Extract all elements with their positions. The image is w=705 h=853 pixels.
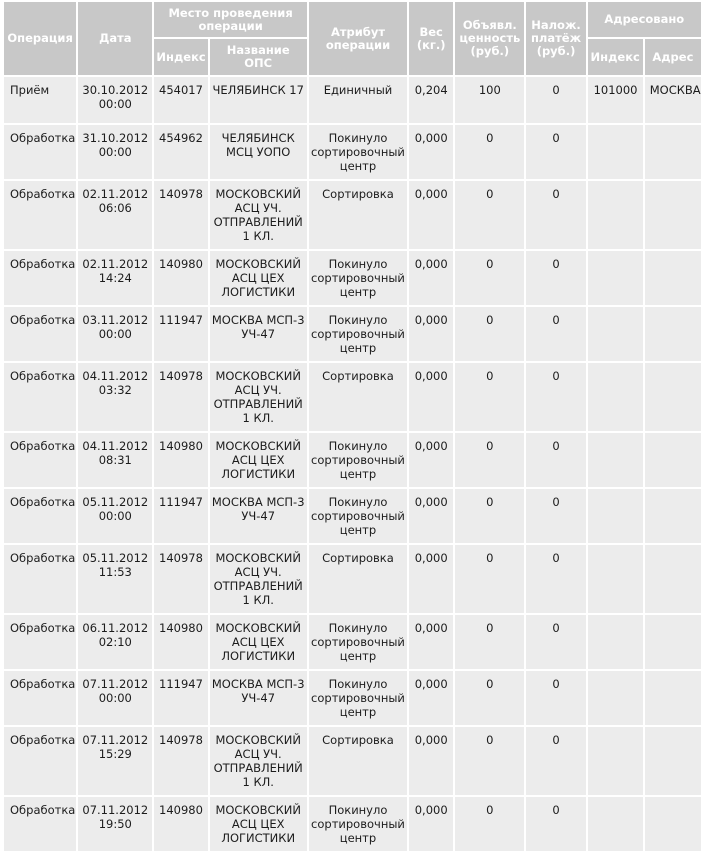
cell-date-time: 03:32 xyxy=(98,383,132,397)
cell-to-address xyxy=(645,433,701,487)
cell-to-index xyxy=(588,727,643,795)
cell-date xyxy=(78,77,152,123)
table-header xyxy=(4,2,701,75)
cell-attribute: Покинуло сортировочный центр xyxy=(309,797,407,851)
cell-to-address xyxy=(645,363,701,431)
cell-date-day: 07.11.2012 xyxy=(82,803,149,817)
cell-ops-name: МОСКВА МСП-3 УЧ-47 xyxy=(210,489,307,543)
cell-date xyxy=(78,615,152,669)
cell-index: 454017 xyxy=(154,77,207,123)
table-row xyxy=(4,671,701,725)
cell-operation: Обработка xyxy=(4,251,76,305)
cell-operation: Обработка xyxy=(4,671,76,725)
cell-declared-value: 0 xyxy=(455,363,524,431)
cell-to-index xyxy=(588,181,643,249)
cell-to-address xyxy=(645,545,701,613)
cell-ops-name: ЧЕЛЯБИНСК 17 xyxy=(210,77,307,123)
cell-declared-value: 0 xyxy=(455,615,524,669)
cell-date-day: 02.11.2012 xyxy=(82,257,149,271)
cell-index: 140980 xyxy=(154,797,207,851)
cell-to-index xyxy=(588,433,643,487)
cell-operation: Обработка xyxy=(4,363,76,431)
col-header-index: Индекс xyxy=(154,39,207,75)
cell-weight: 0,000 xyxy=(409,363,453,431)
col-header-date: Дата xyxy=(78,2,152,75)
cell-attribute: Сортировка xyxy=(309,545,407,613)
cell-declared-value: 0 xyxy=(455,251,524,305)
cell-to-index xyxy=(588,797,643,851)
table-body xyxy=(4,77,701,851)
table-row xyxy=(4,545,701,613)
cell-operation: Приём xyxy=(4,77,76,123)
table-row xyxy=(4,489,701,543)
cell-to-address xyxy=(645,125,701,179)
table-row xyxy=(4,77,701,123)
cell-date-time: 08:31 xyxy=(98,453,132,467)
cell-date-time: 00:00 xyxy=(98,691,132,705)
cell-weight: 0,000 xyxy=(409,489,453,543)
cell-index: 140978 xyxy=(154,363,207,431)
cell-date xyxy=(78,363,152,431)
col-header-declared-value: Объявл. ценность (руб.) xyxy=(455,2,524,75)
cell-declared-value: 0 xyxy=(455,489,524,543)
cell-date-time: 06:06 xyxy=(98,201,132,215)
cell-declared-value: 0 xyxy=(455,125,524,179)
cell-date-time: 19:50 xyxy=(98,817,132,831)
cell-attribute: Сортировка xyxy=(309,363,407,431)
cell-to-address xyxy=(645,671,701,725)
cell-date-time: 02:10 xyxy=(98,635,132,649)
cell-date-time: 00:00 xyxy=(98,97,132,111)
cell-index: 140980 xyxy=(154,433,207,487)
cell-date xyxy=(78,181,152,249)
table-row xyxy=(4,727,701,795)
tracking-table xyxy=(2,0,703,853)
cell-weight: 0,000 xyxy=(409,125,453,179)
cell-attribute: Сортировка xyxy=(309,727,407,795)
cell-weight: 0,000 xyxy=(409,797,453,851)
cell-weight: 0,204 xyxy=(409,77,453,123)
cell-date-day: 04.11.2012 xyxy=(82,439,149,453)
cell-ops-name: МОСКОВСКИЙ АСЦ ЦЕХ ЛОГИСТИКИ xyxy=(210,797,307,851)
cell-date xyxy=(78,251,152,305)
cell-index: 111947 xyxy=(154,671,207,725)
cell-cod: 0 xyxy=(526,489,585,543)
cell-date-time: 11:53 xyxy=(98,565,132,579)
cell-operation: Обработка xyxy=(4,797,76,851)
col-header-to-index: Индекс xyxy=(588,39,643,75)
cell-cod: 0 xyxy=(526,77,585,123)
cell-operation: Обработка xyxy=(4,615,76,669)
cell-weight: 0,000 xyxy=(409,545,453,613)
col-header-attribute: Атрибут операции xyxy=(309,2,407,75)
cell-ops-name: МОСКОВСКИЙ АСЦ УЧ. ОТПРАВЛЕНИЙ 1 КЛ. xyxy=(210,363,307,431)
cell-date xyxy=(78,489,152,543)
cell-index: 140978 xyxy=(154,181,207,249)
cell-date-time: 00:00 xyxy=(98,509,132,523)
cell-cod: 0 xyxy=(526,363,585,431)
cell-date-day: 31.10.2012 xyxy=(82,131,149,145)
cell-ops-name: МОСКОВСКИЙ АСЦ УЧ. ОТПРАВЛЕНИЙ 1 КЛ. xyxy=(210,545,307,613)
cell-to-address xyxy=(645,251,701,305)
table-row xyxy=(4,615,701,669)
col-header-operation: Операция xyxy=(4,2,76,75)
cell-attribute: Покинуло сортировочный центр xyxy=(309,307,407,361)
cell-date-day: 03.11.2012 xyxy=(82,313,149,327)
cell-cod: 0 xyxy=(526,545,585,613)
cell-declared-value: 0 xyxy=(455,545,524,613)
cell-date xyxy=(78,307,152,361)
cell-to-address xyxy=(645,797,701,851)
cell-index: 111947 xyxy=(154,307,207,361)
cell-weight: 0,000 xyxy=(409,181,453,249)
cell-cod: 0 xyxy=(526,251,585,305)
cell-to-address xyxy=(645,615,701,669)
table-row xyxy=(4,307,701,361)
cell-weight: 0,000 xyxy=(409,251,453,305)
cell-operation: Обработка xyxy=(4,433,76,487)
cell-operation: Обработка xyxy=(4,727,76,795)
cell-attribute: Покинуло сортировочный центр xyxy=(309,671,407,725)
cell-weight: 0,000 xyxy=(409,615,453,669)
cell-cod: 0 xyxy=(526,671,585,725)
cell-declared-value: 100 xyxy=(455,77,524,123)
table-row xyxy=(4,251,701,305)
cell-attribute: Покинуло сортировочный центр xyxy=(309,433,407,487)
table-row xyxy=(4,181,701,249)
cell-index: 140980 xyxy=(154,615,207,669)
cell-index: 140980 xyxy=(154,251,207,305)
cell-to-index xyxy=(588,545,643,613)
cell-operation: Обработка xyxy=(4,489,76,543)
col-header-place-group: Место проведения операции xyxy=(154,2,306,37)
cell-date-day: 06.11.2012 xyxy=(82,621,149,635)
cell-date-day: 04.11.2012 xyxy=(82,369,149,383)
cell-date-day: 07.11.2012 xyxy=(82,677,149,691)
cell-cod: 0 xyxy=(526,797,585,851)
cell-date-time: 14:24 xyxy=(98,271,132,285)
col-header-cod: Налож. платёж (руб.) xyxy=(526,2,585,75)
cell-to-index xyxy=(588,615,643,669)
cell-weight: 0,000 xyxy=(409,727,453,795)
cell-index: 140978 xyxy=(154,727,207,795)
cell-ops-name: МОСКОВСКИЙ АСЦ УЧ. ОТПРАВЛЕНИЙ 1 КЛ. xyxy=(210,727,307,795)
cell-to-address xyxy=(645,489,701,543)
cell-declared-value: 0 xyxy=(455,671,524,725)
cell-index: 140978 xyxy=(154,545,207,613)
col-header-addressed-group: Адресовано xyxy=(588,2,701,37)
cell-operation: Обработка xyxy=(4,181,76,249)
cell-date xyxy=(78,671,152,725)
cell-declared-value: 0 xyxy=(455,433,524,487)
cell-date xyxy=(78,797,152,851)
cell-weight: 0,000 xyxy=(409,307,453,361)
cell-cod: 0 xyxy=(526,615,585,669)
cell-attribute: Покинуло сортировочный центр xyxy=(309,489,407,543)
col-header-weight: Вес (кг.) xyxy=(409,2,453,75)
cell-ops-name: МОСКВА МСП-3 УЧ-47 xyxy=(210,671,307,725)
cell-operation: Обработка xyxy=(4,125,76,179)
cell-date-day: 30.10.2012 xyxy=(82,83,149,97)
cell-date-day: 05.11.2012 xyxy=(82,495,149,509)
cell-operation: Обработка xyxy=(4,545,76,613)
col-header-ops-name: Название ОПС xyxy=(210,39,307,75)
cell-ops-name: МОСКОВСКИЙ АСЦ ЦЕХ ЛОГИСТИКИ xyxy=(210,433,307,487)
cell-cod: 0 xyxy=(526,181,585,249)
table-row xyxy=(4,797,701,851)
cell-declared-value: 0 xyxy=(455,727,524,795)
cell-date-time: 00:00 xyxy=(98,145,132,159)
cell-ops-name: МОСКВА МСП-3 УЧ-47 xyxy=(210,307,307,361)
cell-to-index xyxy=(588,489,643,543)
cell-date-day: 07.11.2012 xyxy=(82,733,149,747)
table-row xyxy=(4,363,701,431)
cell-operation: Обработка xyxy=(4,307,76,361)
cell-attribute: Покинуло сортировочный центр xyxy=(309,615,407,669)
cell-to-address xyxy=(645,181,701,249)
cell-cod: 0 xyxy=(526,307,585,361)
cell-declared-value: 0 xyxy=(455,181,524,249)
cell-ops-name: МОСКОВСКИЙ АСЦ ЦЕХ ЛОГИСТИКИ xyxy=(210,615,307,669)
cell-date-time: 00:00 xyxy=(98,327,132,341)
cell-weight: 0,000 xyxy=(409,433,453,487)
cell-attribute: Сортировка xyxy=(309,181,407,249)
cell-date-day: 05.11.2012 xyxy=(82,551,149,565)
cell-date-day: 02.11.2012 xyxy=(82,187,149,201)
cell-to-index xyxy=(588,125,643,179)
cell-date xyxy=(78,727,152,795)
cell-declared-value: 0 xyxy=(455,307,524,361)
cell-declared-value: 0 xyxy=(455,797,524,851)
cell-index: 111947 xyxy=(154,489,207,543)
cell-index: 454962 xyxy=(154,125,207,179)
cell-ops-name: МОСКОВСКИЙ АСЦ УЧ. ОТПРАВЛЕНИЙ 1 КЛ. xyxy=(210,181,307,249)
cell-attribute: Единичный xyxy=(309,77,407,123)
col-header-to-address: Адрес xyxy=(645,39,701,75)
cell-to-index: 101000 xyxy=(588,77,643,123)
cell-attribute: Покинуло сортировочный центр xyxy=(309,125,407,179)
cell-cod: 0 xyxy=(526,727,585,795)
cell-to-address xyxy=(645,307,701,361)
cell-ops-name: МОСКОВСКИЙ АСЦ ЦЕХ ЛОГИСТИКИ xyxy=(210,251,307,305)
table-row xyxy=(4,125,701,179)
cell-weight: 0,000 xyxy=(409,671,453,725)
cell-date xyxy=(78,545,152,613)
table-row xyxy=(4,433,701,487)
cell-attribute: Покинуло сортировочный центр xyxy=(309,251,407,305)
cell-to-address xyxy=(645,727,701,795)
cell-date xyxy=(78,125,152,179)
cell-cod: 0 xyxy=(526,125,585,179)
cell-date xyxy=(78,433,152,487)
cell-to-index xyxy=(588,671,643,725)
cell-date-time: 15:29 xyxy=(98,747,132,761)
cell-to-index xyxy=(588,307,643,361)
cell-to-address: МОСКВА xyxy=(645,77,701,123)
cell-to-index xyxy=(588,251,643,305)
cell-ops-name: ЧЕЛЯБИНСК МСЦ УОПО xyxy=(210,125,307,179)
cell-to-index xyxy=(588,363,643,431)
cell-cod: 0 xyxy=(526,433,585,487)
